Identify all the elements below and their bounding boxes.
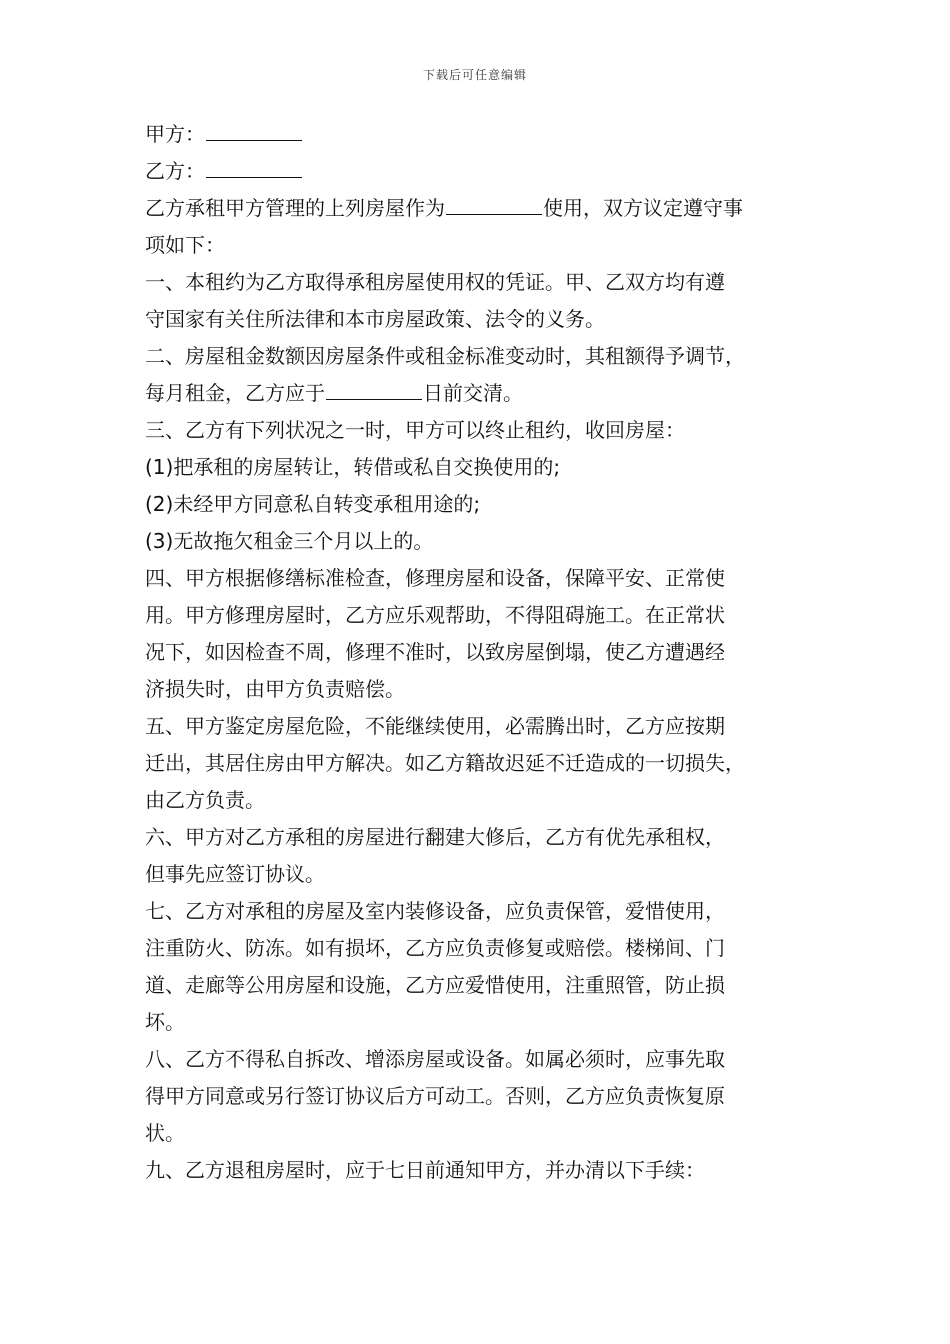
text-segment: 日前交清。 — [423, 381, 523, 405]
text-line: (3)无故拖欠租金三个月以上的。 — [145, 529, 434, 553]
text-line: 得甲方同意或另行签订协议后方可动工。否则，乙方应负责恢复原 — [145, 1084, 725, 1108]
text-line: 守国家有关住所法律和本市房屋政策、法令的义务。 — [145, 307, 605, 331]
text-line — [145, 375, 825, 412]
text-line: (2)未经甲方同意私自转变承租用途的; — [145, 492, 481, 516]
text-line: 六、甲方对乙方承租的房屋进行翻建大修后，乙方有优先承租权， — [145, 825, 725, 849]
text-line: 注重防火、防冻。如有损坏，乙方应负责修复或赔偿。楼梯间、门 — [145, 936, 725, 960]
text-segment: 乙方承租甲方管理的上列房屋作为 — [145, 196, 445, 220]
text-line: 五、甲方鉴定房屋危险，不能继续使用，必需腾出时，乙方应按期 — [145, 714, 725, 738]
text-line: 坏。 — [145, 1010, 185, 1034]
text-line: 由乙方负责。 — [145, 788, 265, 812]
text-line: 状。 — [145, 1121, 185, 1145]
text-line: 但事先应签订协议。 — [145, 862, 325, 886]
text-line: 三、乙方有下列状况之一时，甲方可以终止租约，收回房屋： — [145, 418, 685, 442]
text-line: (1)把承租的房屋转让，转借或私自交换使用的; — [145, 455, 561, 479]
text-segment: 每月租金，乙方应于 — [145, 381, 325, 405]
text-line: 八、乙方不得私自拆改、增添房屋或设备。如属必须时，应事先取 — [145, 1047, 725, 1071]
text-line: 用。甲方修理房屋时，乙方应乐观帮助，不得阻碍施工。在正常状 — [145, 603, 725, 627]
party-b-blank — [206, 155, 302, 178]
text-line: 项如下： — [145, 233, 225, 257]
party-a-blank — [206, 118, 302, 141]
party-a-line — [145, 116, 825, 153]
text-segment: 使用，双方议定遵守事 — [543, 196, 743, 220]
party-b-label: 乙方： — [145, 159, 205, 183]
text-line: 道、走廊等公用房屋和设施，乙方应爱惜使用，注重照管，防止损 — [145, 973, 725, 997]
party-a-label: 甲方： — [145, 122, 205, 146]
text-line: 迁出，其居住房由甲方解决。如乙方籍故迟延不迁造成的一切损失， — [145, 751, 745, 775]
text-line: 况下，如因检查不周，修理不准时，以致房屋倒塌，使乙方遭遇经 — [145, 640, 725, 664]
usage-blank — [446, 192, 542, 215]
text-line — [145, 190, 825, 227]
text-line: 二、房屋租金数额因房屋条件或租金标准变动时，其租额得予调节， — [145, 344, 745, 368]
document-body — [145, 116, 825, 1189]
text-line: 七、乙方对承租的房屋及室内装修设备，应负责保管，爱惜使用， — [145, 899, 725, 923]
text-line: 济损失时，由甲方负责赔偿。 — [145, 677, 405, 701]
text-line: 一、本租约为乙方取得承租房屋使用权的凭证。甲、乙双方均有遵 — [145, 270, 725, 294]
party-b-line — [145, 153, 825, 190]
text-line: 四、甲方根据修缮标准检查，修理房屋和设备，保障平安、正常使 — [145, 566, 725, 590]
text-line: 九、乙方退租房屋时，应于七日前通知甲方，并办清以下手续： — [145, 1158, 705, 1182]
header-note: 下载后可任意编辑 — [422, 68, 527, 82]
rent-day-blank — [326, 377, 422, 400]
